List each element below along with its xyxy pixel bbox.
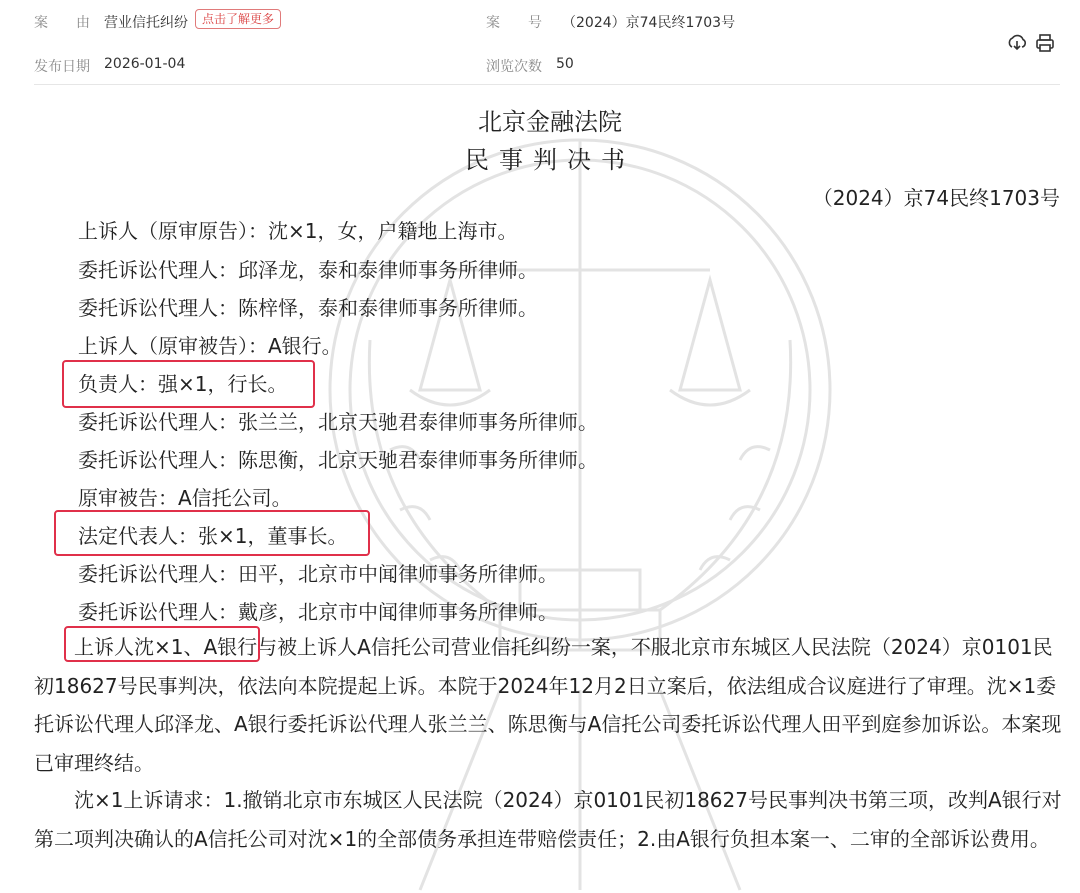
party-line: 委托诉讼代理人：邱泽龙，泰和泰律师事务所律师。 [78,258,538,282]
case-no-value: （2024）京74民终1703号 [562,15,736,31]
case-number: （2024）京74民终1703号 [812,186,1060,210]
case-meta-header [0,0,1080,84]
party-line: 负责人：强×1，行长。 [78,372,288,396]
cause-value: 营业信托纠纷 [104,15,188,31]
party-line: 委托诉讼代理人：陈思衡，北京天驰君泰律师事务所律师。 [78,448,598,472]
body-paragraph: 上诉人沈×1、A银行与被上诉人A信托公司营业信托纠纷一案，不服北京市东城区人民法院（2024）京0101民初18627号民事判决，依法向本院提起上诉。本院于2024年12月2日立案后，依法组成合议庭进行了审理。沈×1委托诉讼代理人邱泽龙、A银行委托诉讼代理人张兰兰、陈思衡与A信托公司委托诉讼代理人田平到庭参加诉讼。本案现已审理终结。 [34,635,1062,775]
download-icon[interactable] [1006,32,1028,54]
views-label: 浏览次数 [486,59,542,75]
document-type: 民事判决书 [465,146,635,174]
party-line: 上诉人（原审被告）：A银行。 [78,334,342,358]
party-line: 法定代表人：张×1，董事长。 [78,524,348,548]
cause-label: 案 由 [34,15,90,31]
party-line: 委托诉讼代理人：张兰兰，北京天驰君泰律师事务所律师。 [78,410,598,434]
learn-more-tag[interactable]: 点击了解更多 [195,9,281,29]
case-no-label: 案 号 [486,15,542,31]
party-line: 上诉人（原审原告）：沈×1，女，户籍地上海市。 [78,219,518,243]
date-label: 发布日期 [34,59,90,75]
party-line: 委托诉讼代理人：戴彦，北京市中闻律师事务所律师。 [78,600,558,624]
party-line: 委托诉讼代理人：田平，北京市中闻律师事务所律师。 [78,562,558,586]
party-line: 委托诉讼代理人：陈梓怿，泰和泰律师事务所律师。 [78,296,538,320]
views-value: 50 [556,56,574,72]
party-line: 原审被告：A信托公司。 [78,486,292,510]
body-paragraph: 沈×1上诉请求：1.撤销北京市东城区人民法院（2024）京0101民初18627号民事判决书第三项，改判A银行对第二项判决确认的A信托公司对沈×1的全部债务承担连带赔偿责任；2.由A银行负担本案一、二审的全部诉讼费用。 [34,788,1062,851]
date-value: 2026-01-04 [104,56,186,72]
print-icon[interactable] [1034,32,1056,54]
court-name: 北京金融法院 [478,108,622,136]
header-divider [34,84,1060,85]
